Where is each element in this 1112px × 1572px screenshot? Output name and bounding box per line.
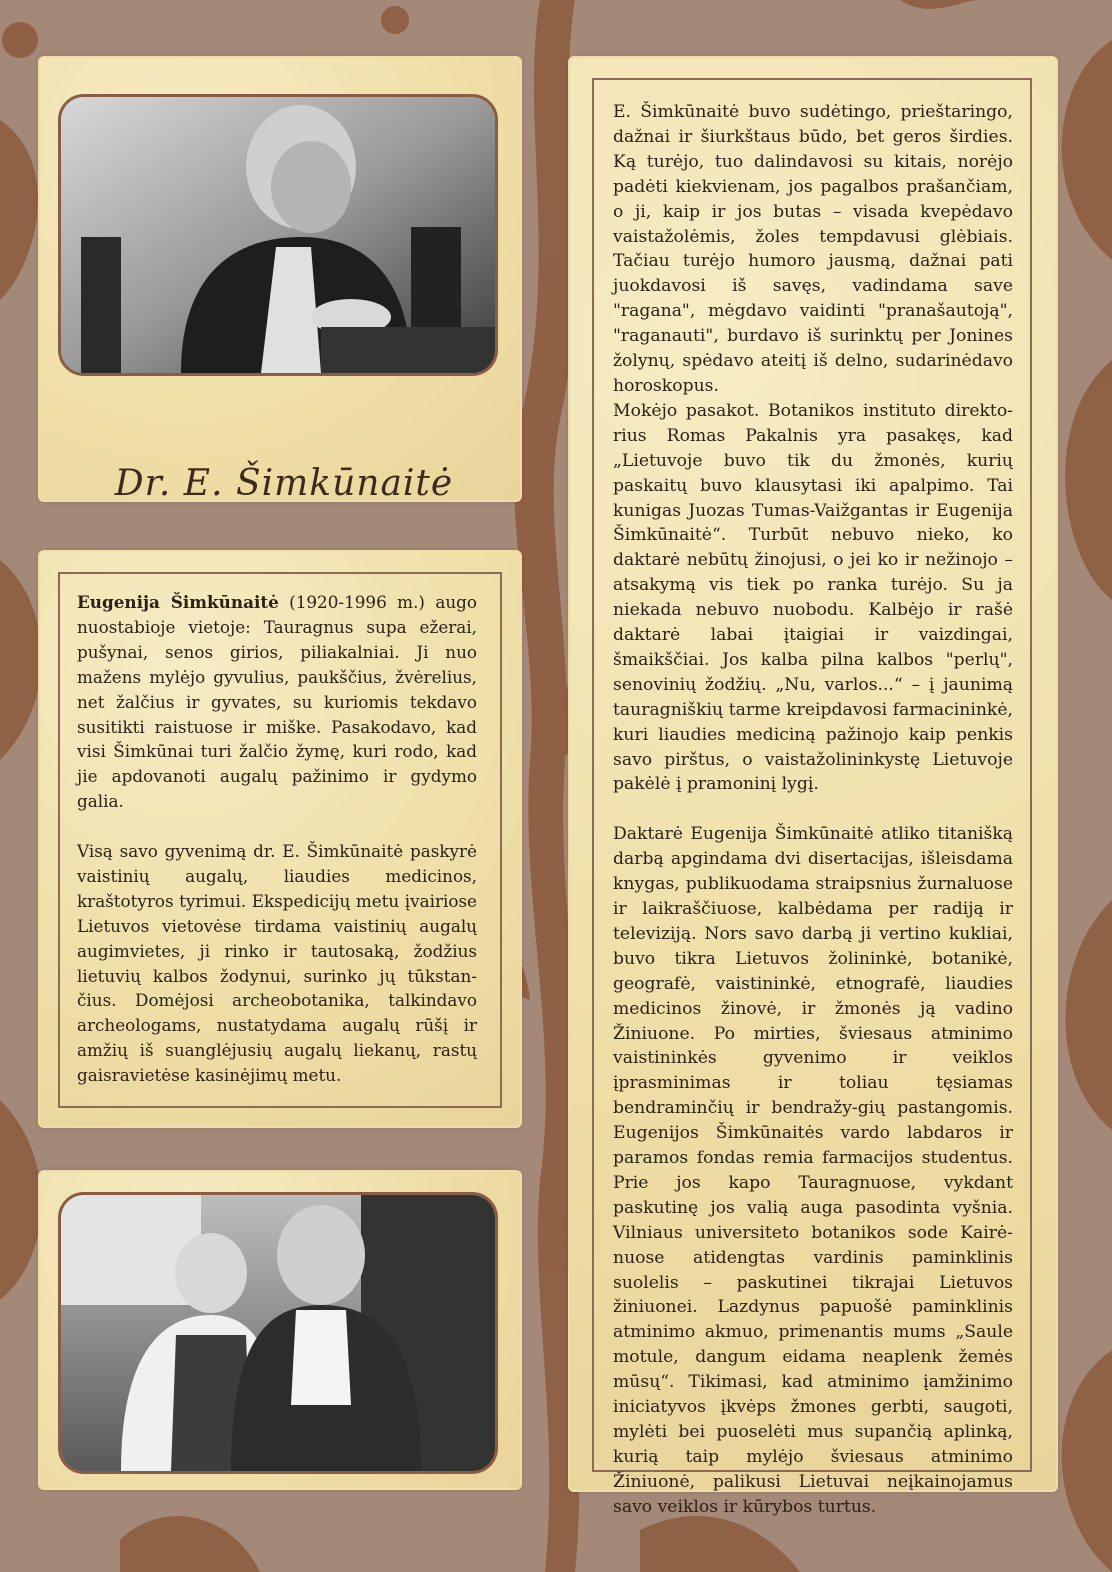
person-name: Eugenija Šimkūnaitė <box>77 592 279 612</box>
story-text <box>613 100 1013 1520</box>
story-paragraph-1: E. Šimkūnaitė buvo sudėtingo, prieštaringo, dažnai ir šiurkštaus būdo, bet geros širdies. Ką turėjo, tuo dalindavosi su kitais, norėjo padėti kiekvienam, jos pagalbos prašančiam, o ji, kaip ir jos butas – visada kvepėdavo vaistažolėmis, žoles tempdavusi glėbiais. Tačiau turėjo humoro jausmą, dažnai pati juokdavosi iš savęs, vadindama save "ragana", mėgdavo vaidinti "pranašautoją", "raganauti", burdavo iš surinktų per Jonines žolynų, spėdavo ateitį iš delno, sudarinėdavo horoskopus. <box>613 102 1013 396</box>
biography-paragraph-2: Visą savo gyvenimą dr. E. Šimkūnaitė paskyrė vaistinių augalų, liaudies medicinos, kraštotyros tyrimui. Ekspedicijų metu įvairiose Lietuvos vietovėse tirdama vaistinių augalų augimvietes, ji rinko ir tautosaką, žodžius lietuvių kalbos žodynui, surinko jų tūkstan-čius. Domėjosi archeobotanika, talkindavo archeologams, nustatydama augalų rūšį ir amžių iš suanglėjusių augalų liekanų, rastų gaisravietėse kasinėjimų metu. <box>77 841 477 1086</box>
portrait-photo <box>58 94 498 376</box>
portrait-card <box>40 58 520 504</box>
biography-paragraph-1 <box>77 590 477 814</box>
signature: Dr. E. Šimkūnaitė <box>114 463 454 504</box>
biography-card <box>40 552 520 1126</box>
group-photo <box>58 1192 498 1474</box>
biography-text <box>77 590 477 1088</box>
story-card <box>570 58 1056 1517</box>
photo-card <box>40 1172 520 1488</box>
biography-paragraph-1-text: (1920-1996 m.) augo nuostabioje vietoje: Tauragnus supa ežerai, pušynai, senos girios, piliakalniai. Ji nuo mažens mylėjo gyvulius, paukščius, žvėrelius, net žalčius ir gyvates, su kuriomis tekdavo susitikti raistuose ir miške. Pasakodavo, kad visi Šimkūnai turi žalčio žymę, kuri rodo, kad jie apdovanoti augalų pažinimo ir gydymo galia. <box>77 592 477 812</box>
story-paragraph-3: Daktarė Eugenija Šimkūnaitė atliko titanišką darbą apgindama dvi disertacijas, išleisdama knygas, publikuodama straipsnius žurnaluose ir laikraščiuose, kalbėdama per radiją ir televiziją. Nors savo darbą ji vertino kukliai, buvo tikra Lietuvos žolininkė, botanikė, geografė, vaistininkė, etnografė, liaudies medicinos žinovė, ir žmonės ją vadino Žiniuone. Po mirties, šviesaus atminimo vaistininkės gyvenimo ir veiklos įprasminimas ir toliau tęsiamas bendraminčių ir bendražy-gių pastangomis. Eugenijos Šimkūnaitės vardo labdaros ir paramos fondas remia farmacijos studentus. Prie jos kapo Tauragnuose, vykdant paskutinę jos valią auga pasodinta vyšnia. Vilniaus universiteto botanikos sode Kairė-nuose atidengtas vardinis paminklinis suolelis – paskutinei tikrajai Lietuvos žiniuonei. Lazdynus papuošė paminklinis atminimo akmuo, primenantis mums „Saule motule, dangum eidama neaplenk žemės mūsų“. Tikimasi, kad atminimo įamžinimo iniciatyvos įkvėps žmones gerbti, saugoti, mylėti bei puoselėti mus supančią aplinką, kurią taip mylėjo šviesaus atminimo Žiniuonė, palikusi Lietuvai neįkainojamus savo veiklos ir kūrybos turtus. <box>613 824 1013 1517</box>
story-paragraph-2: Mokėjo pasakot. Botanikos instituto direkto-rius Romas Pakalnis yra pasakęs, kad „Lietuvoje buvo tik du žmonės, kurių paskaitų buvo klausytasi iki apalpimo. Tai kunigas Juozas Tumas-Vaižgantas ir Eugenija Šimkūnaitė“. Turbūt nebuvo nieko, ko daktarė nebūtų žinojusi, o jei ko ir nežinojo – atsakymą vis tiek po ranka turėjo. Su ja niekada nebuvo nuobodu. Kalbėjo ir rašė daktarė labai įtaigiai ir vaizdingai, šmaikščiai. Jos kalba pilna kalbos "perlų", senovinių žodžių. „Nu, varlos...“ – į jaunimą tauragniškių tarme kreipdavosi farmacininkė, kuri liaudies mediciną pažinojo kaip penkis savo pirštus, o vaistažolininkystę Lietuvoje pakėlė į pramoninį lygį. <box>613 400 1013 795</box>
